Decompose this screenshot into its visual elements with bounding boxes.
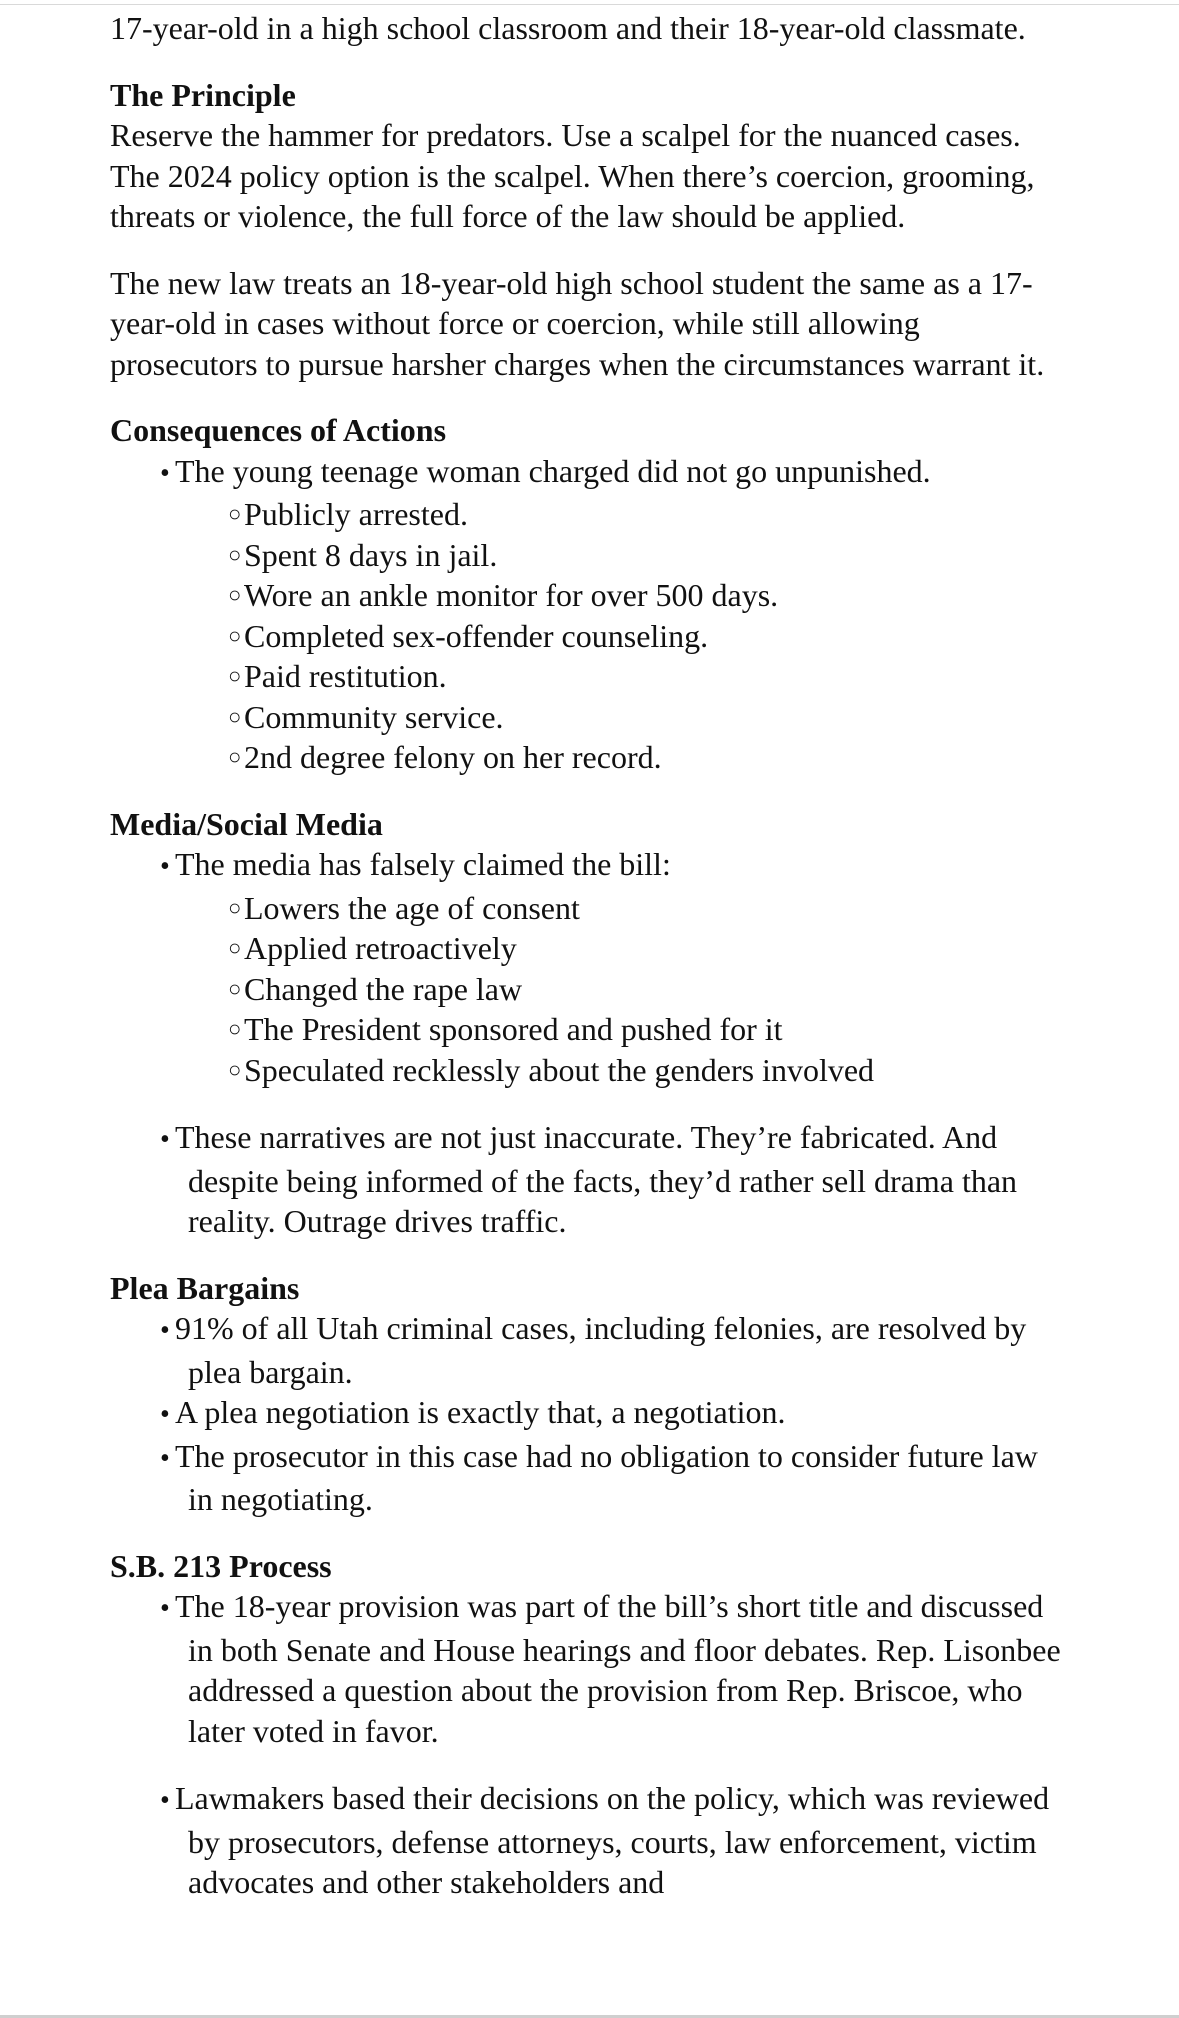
list-item: • The media has falsely claimed the bill: ○ Lowers the age of consent ○ Applied retroactively ○ Changed the rape law ○ The President sponsored and pushed for it ○ Speculated recklessly about the genders involved: [146, 844, 1070, 1090]
consequences-heading: Consequences of Actions: [110, 412, 447, 448]
list-item: • The 18-year provision was part of the bill’s short title and discussed in both Senate and House hearings and floor debates. Rep. Lisonbee addressed a question about the provision from Rep. Briscoe, who later voted in favor.: [160, 1588, 1061, 1749]
consequences-list: [110, 451, 1070, 778]
circle-bullet-icon: ○: [228, 541, 242, 567]
bullet-icon: •: [160, 1785, 170, 1816]
list-item: ○ Wore an ankle monitor for over 500 days.: [228, 575, 1070, 616]
media-list: [110, 844, 1070, 1242]
section-plea-bargains: [110, 1268, 1070, 1520]
circle-bullet-icon: ○: [228, 1056, 242, 1082]
list-item: ○ Applied retroactively: [228, 928, 1070, 969]
top-divider: [0, 4, 1179, 5]
list-item: • The prosecutor in this case had no obligation to consider future law in negotiating.: [160, 1437, 1038, 1517]
list-item: • Lawmakers based their decisions on the policy, which was reviewed by prosecutors, defense attorneys, courts, law enforcement, victim advocates and other stakeholders and: [160, 1780, 1050, 1900]
principle-paragraph-1: Reserve the hammer for predators. Use a scalpel for the nuanced cases. The 2024 policy option is the scalpel. When there’s coercion, grooming, threats or violence, the full force of the law should be applied.: [110, 117, 1035, 234]
list-item: ○ Publicly arrested.: [228, 494, 1070, 535]
media-heading: Media/Social Media: [110, 805, 383, 842]
circle-bullet-icon: ○: [228, 744, 242, 769]
circle-bullet-icon: ○: [228, 703, 242, 729]
process-heading: S.B. 213 Process: [110, 1547, 332, 1584]
section-consequences: [110, 410, 1070, 778]
circle-bullet-icon: ○: [228, 582, 242, 607]
circle-bullet-icon: ○: [228, 894, 242, 920]
list-item: ○ Speculated recklessly about the genders involved: [228, 1050, 1070, 1091]
list-item: • A plea negotiation is exactly that, a negotiation.: [146, 1392, 1070, 1436]
list-item: ○ Changed the rape law: [228, 969, 1070, 1010]
list-item: ○ Completed sex-offender counseling.: [228, 616, 1070, 657]
bullet-icon: •: [160, 1399, 170, 1430]
plea-heading: Plea Bargains: [110, 1269, 300, 1306]
section-principle: [110, 75, 1070, 385]
list-item: ○ Paid restitution.: [228, 656, 1070, 697]
list-item: • 91% of all Utah criminal cases, including felonies, are resolved by plea bargain.: [160, 1310, 1027, 1390]
bullet-icon: •: [160, 1315, 170, 1346]
circle-bullet-icon: ○: [228, 501, 242, 526]
circle-bullet-icon: ○: [228, 663, 242, 688]
circle-bullet-icon: ○: [228, 975, 242, 1001]
list-item: ○ Spent 8 days in jail.: [228, 535, 1070, 576]
consequences-sublist: [188, 494, 1070, 778]
circle-bullet-icon: ○: [228, 622, 242, 648]
principle-heading: The Principle: [110, 76, 296, 113]
plea-list: [110, 1308, 1070, 1520]
list-item: • These narratives are not just inaccurate. They’re fabricated. And despite being informed of the facts, they’d rather sell drama than reality. Outrage drives traffic.: [160, 1119, 1018, 1239]
list-item: ○ Community service.: [228, 697, 1070, 738]
list-item: • The young teenage woman charged did not go unpunished. ○ Publicly arrested. ○ Spent 8 days in jail. ○ Wore an ankle monitor for over 500 days. ○ Completed sex-offender counseling. ○ Paid restitution. ○ Community service. ○ 2nd degree felony on her record.: [146, 451, 1070, 778]
document-body: [110, 8, 1070, 1929]
media-sublist: [188, 888, 1070, 1091]
section-media: [110, 804, 1070, 1242]
circle-bullet-icon: ○: [228, 1016, 242, 1041]
list-item: ○ The President sponsored and pushed for it: [228, 1009, 1070, 1050]
principle-paragraph-2: The new law treats an 18-year-old high school student the same as a 17-year-old in cases without force or coercion, while still allowing prosecutors to pursue harsher charges when the circumstances warrant it.: [110, 264, 1045, 382]
bullet-icon: •: [160, 457, 170, 489]
intro-tail-paragraph: 17-year-old in a high school classroom and their 18-year-old classmate.: [110, 10, 1026, 46]
list-item: ○ 2nd degree felony on her record.: [228, 737, 1070, 778]
bullet-icon: •: [160, 1124, 170, 1155]
bullet-icon: •: [160, 851, 170, 882]
bullet-icon: •: [160, 1593, 170, 1624]
section-sb213-process: [110, 1546, 1070, 1903]
circle-bullet-icon: ○: [228, 935, 242, 960]
bullet-icon: •: [160, 1442, 170, 1474]
list-item: ○ Lowers the age of consent: [228, 888, 1070, 929]
process-list: [110, 1586, 1070, 1903]
